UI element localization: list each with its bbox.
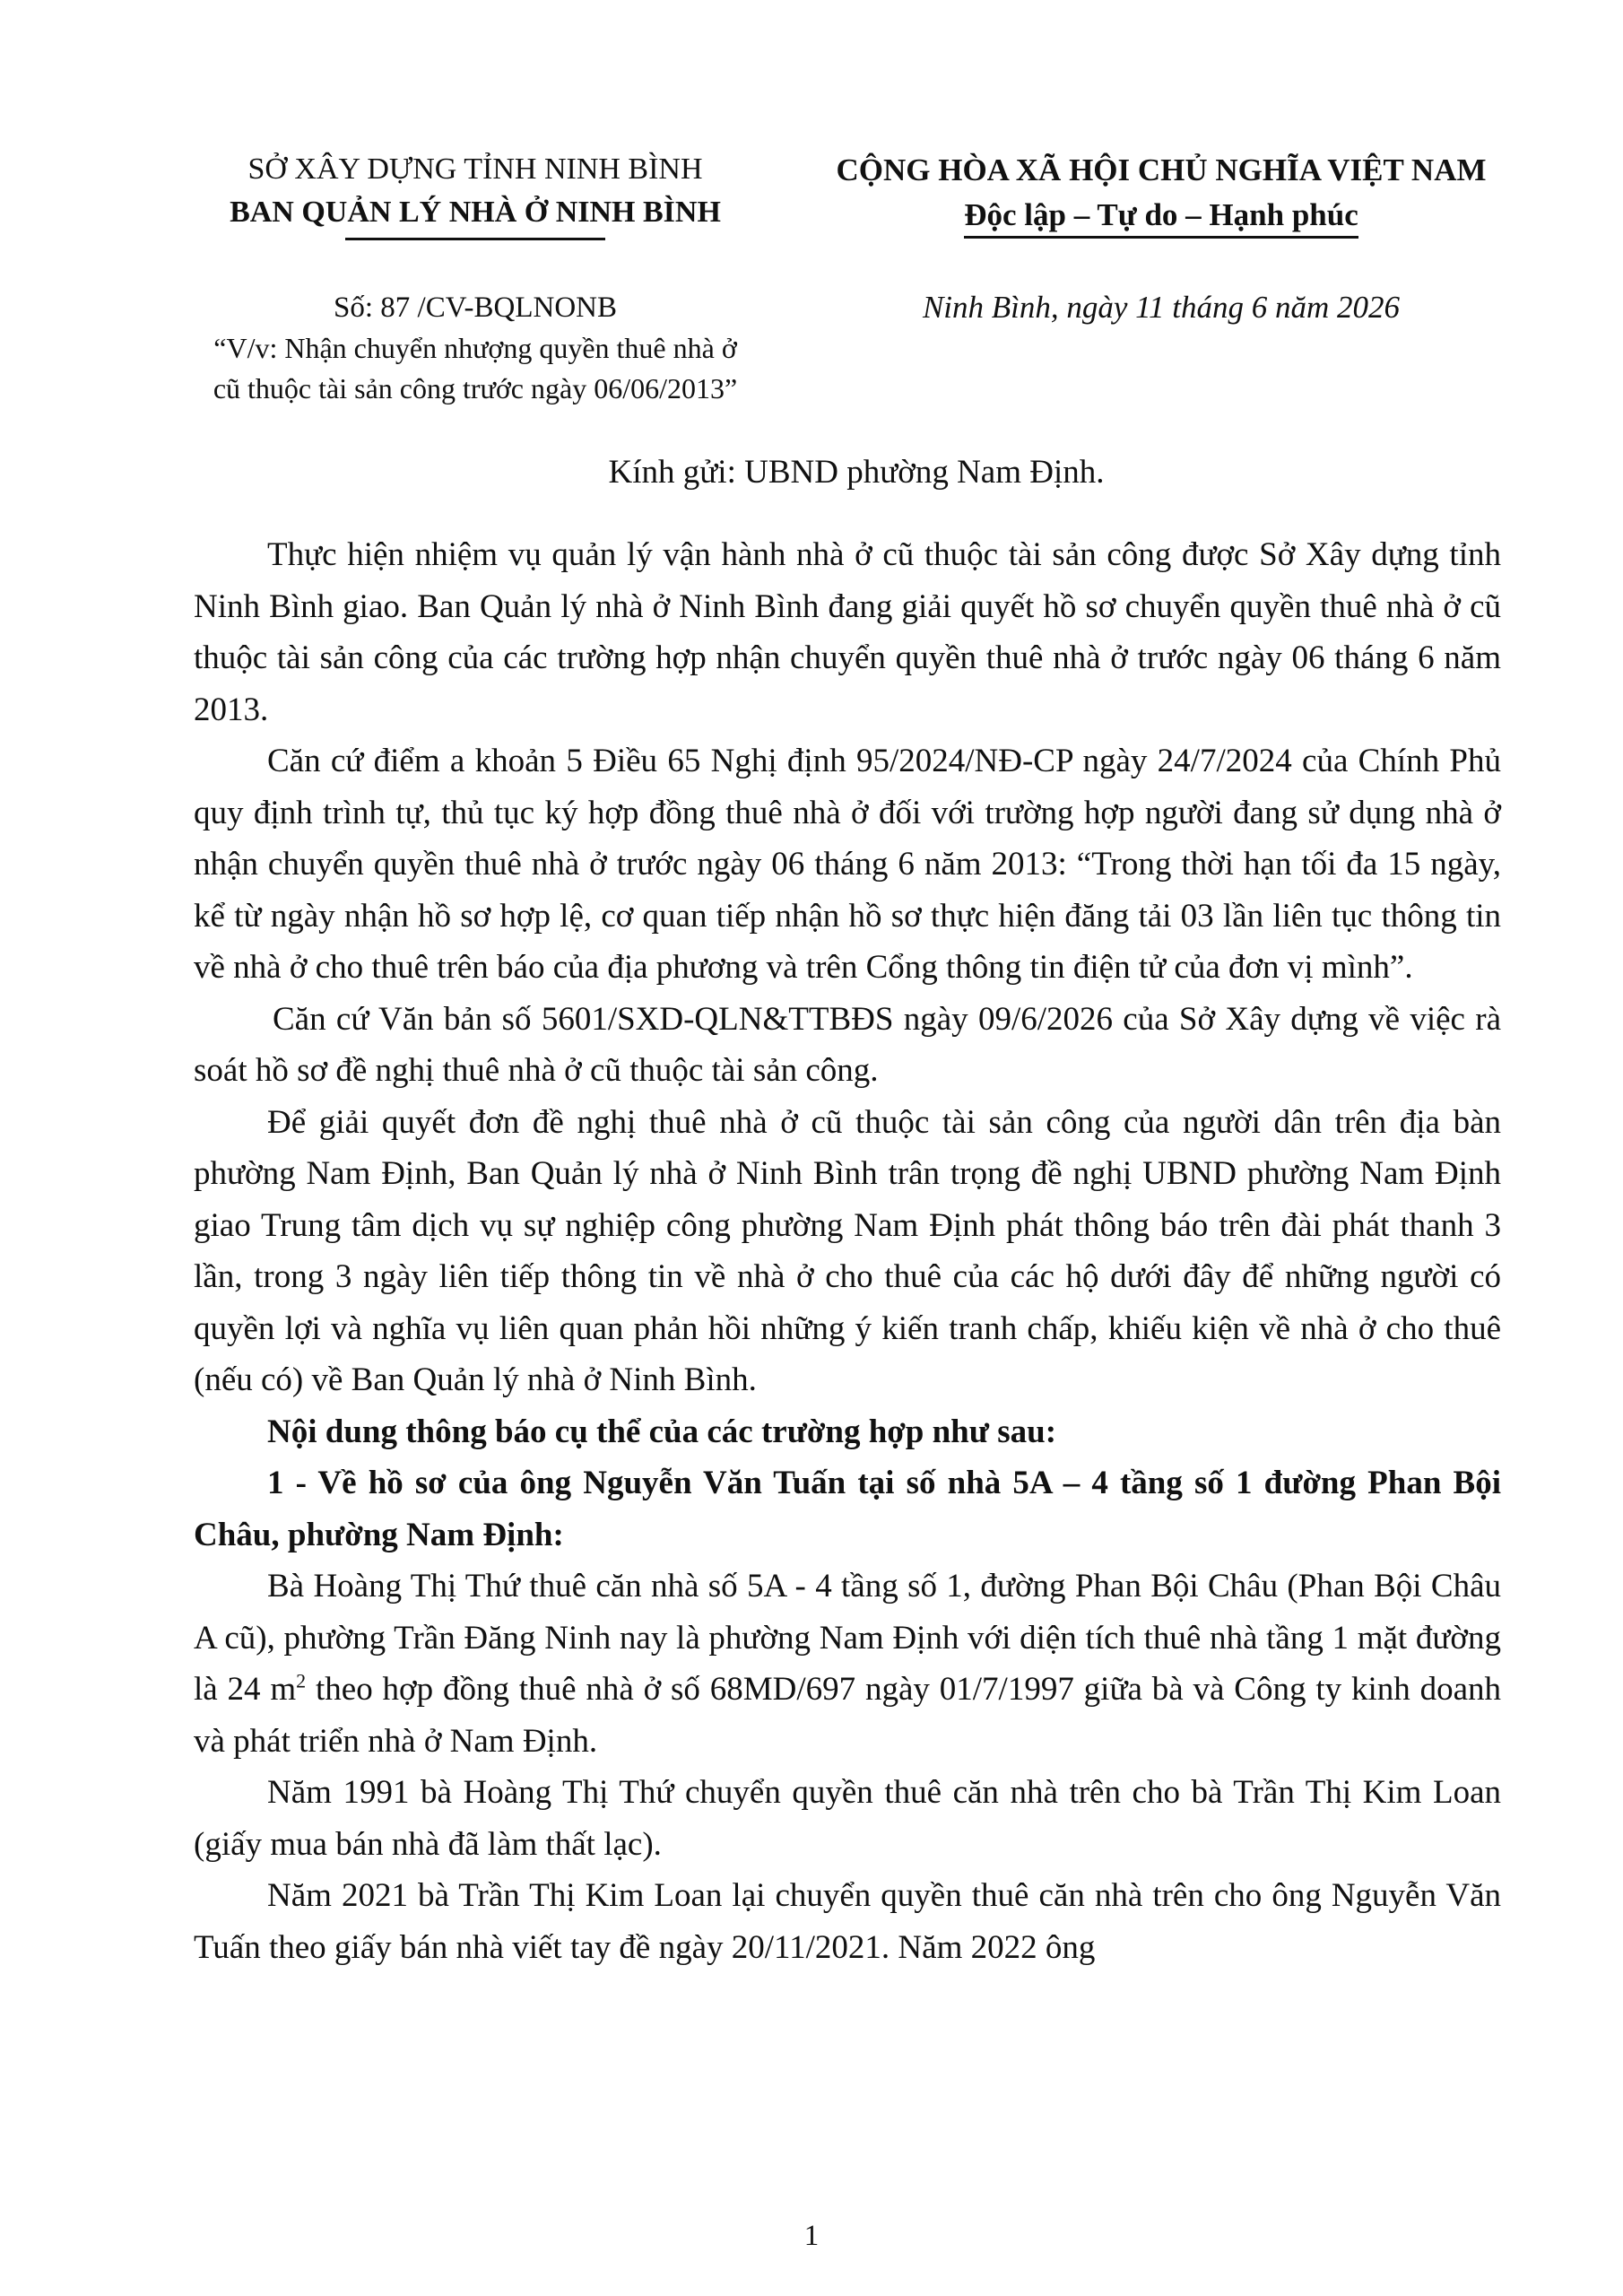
paragraph: Năm 2021 bà Trần Thị Kim Loan lại chuyển quyền thuê căn nhà trên cho ông Nguyễn Văn Tuấn theo giấy bán nhà viết tay đề ngày 20/11/2021. Năm 2022 ông: [194, 1877, 1501, 1966]
paragraph: [194, 1561, 1501, 1767]
parent-agency-name: SỞ XÂY DỰNG TỈNH NINH BÌNH: [247, 152, 703, 186]
agency-underline: [345, 238, 605, 240]
page-number: 1: [803, 2220, 820, 2252]
paragraph-text: Bà Hoàng Thị Thứ thuê căn nhà số 5A - 4 tầng số 1, đường Phan Bội Châu (Phan Bội Châu A cũ), phường Trần Đăng Ninh nay là phường Nam Định với diện tích thuê nhà tầng 1 mặt đường là 24 m: [194, 1568, 1501, 1708]
nation-name: CỘNG HÒA XÃ HỘI CHỦ NGHĨA VIỆT NAM: [836, 152, 1487, 187]
case-heading: 1 - Về hồ sơ của ông Nguyễn Văn Tuấn tại số nhà 5A – 4 tầng số 1 đường Phan Bội Châu, phường Nam Định:: [194, 1465, 1501, 1553]
paragraph-text-continued: theo hợp đồng thuê nhà ở số 68MD/697 ngày 01/7/1997 giữa bà và Công ty kinh doanh và phát triển nhà ở Nam Định.: [194, 1671, 1502, 1760]
paragraph: Năm 1991 bà Hoàng Thị Thứ chuyển quyền thuê căn nhà trên cho bà Trần Thị Kim Loan (giấy mua bán nhà đã làm thất lạc).: [194, 1774, 1501, 1863]
paragraph: Căn cứ Văn bản số 5601/SXD-QLN&TTBĐS ngày 09/6/2026 của Sở Xây dựng về việc rà soát hồ sơ đề nghị thuê nhà ở cũ thuộc tài sản công.: [194, 1000, 1501, 1089]
paragraph: Căn cứ điểm a khoản 5 Điều 65 Nghị định 95/2024/NĐ-CP ngày 24/7/2024 của Chính Phủ quy định trình tự, thủ tục ký hợp đồng thuê nhà ở đối với trường hợp người đang sử dụng nhà ở nhận chuyển quyền thuê nhà ở trước ngày 06 tháng 6 năm 2013: “Trong thời hạn tối đa 15 ngày, kể từ ngày nhận hồ sơ hợp lệ, cơ quan tiếp nhận hồ sơ thực hiện đăng tải 03 lần liên tục thông tin về nhà ở cho thuê trên báo của địa phương và trên Cổng thông tin điện tử của đơn vị mình”.: [194, 743, 1501, 986]
national-motto: Độc lập – Tự do – Hạnh phúc: [964, 195, 1358, 239]
document-number: Số: 87 /CV-BQLNONB: [334, 291, 617, 324]
document-reference: [161, 287, 789, 409]
paragraph: Thực hiện nhiệm vụ quản lý vận hành nhà ở cũ thuộc tài sản công được Sở Xây dựng tỉnh Ninh Bình giao. Ban Quản lý nhà ở Ninh Bình đang giải quyết hồ sơ chuyển quyền thuê nhà ở cũ thuộc tài sản công của các trường hợp nhận chuyển quyền thuê nhà ở trước ngày 06 tháng 6 năm 2013.: [194, 536, 1501, 728]
national-title-block: [789, 148, 1533, 239]
paragraph: Để giải quyết đơn đề nghị thuê nhà ở cũ thuộc tài sản công của người dân trên địa bàn phường Nam Định, Ban Quản lý nhà ở Ninh Bình trân trọng đề nghị UBND phường Nam Định giao Trung tâm dịch vụ sự nghiệp công phường Nam Định phát thông báo trên đài phát thanh 3 lần, trong 3 ngày liên tiếp thông tin về nhà ở cho thuê của các hộ dưới đây để những người có quyền lợi và nghĩa vụ liên quan phản hồi những ý kiến tranh chấp, khiếu kiện về nhà ở cho thuê (nếu có) về Ban Quản lý nhà ở Ninh Bình.: [194, 1103, 1501, 1398]
issuing-agency-block: [161, 148, 789, 240]
agency-name: BAN QUẢN LÝ NHÀ Ở NINH BÌNH: [230, 196, 721, 229]
issue-date: Ninh Bình, ngày 11 tháng 6 năm 2026: [922, 290, 1401, 325]
area-unit-superscript: 2: [296, 1669, 307, 1692]
letter-body: [194, 529, 1501, 1973]
subject-line-2: cũ thuộc tài sản công trước ngày 06/06/2013”: [213, 372, 738, 404]
recipient-line: Kính gửi: UBND phường Nam Định.: [608, 454, 1105, 491]
recipient-row: [0, 450, 1623, 495]
section-heading: Nội dung thông báo cụ thể của các trường hợp như sau:: [267, 1413, 1057, 1450]
subject-line-1: “V/v: Nhận chuyển nhượng quyền thuê nhà ở: [213, 332, 737, 364]
